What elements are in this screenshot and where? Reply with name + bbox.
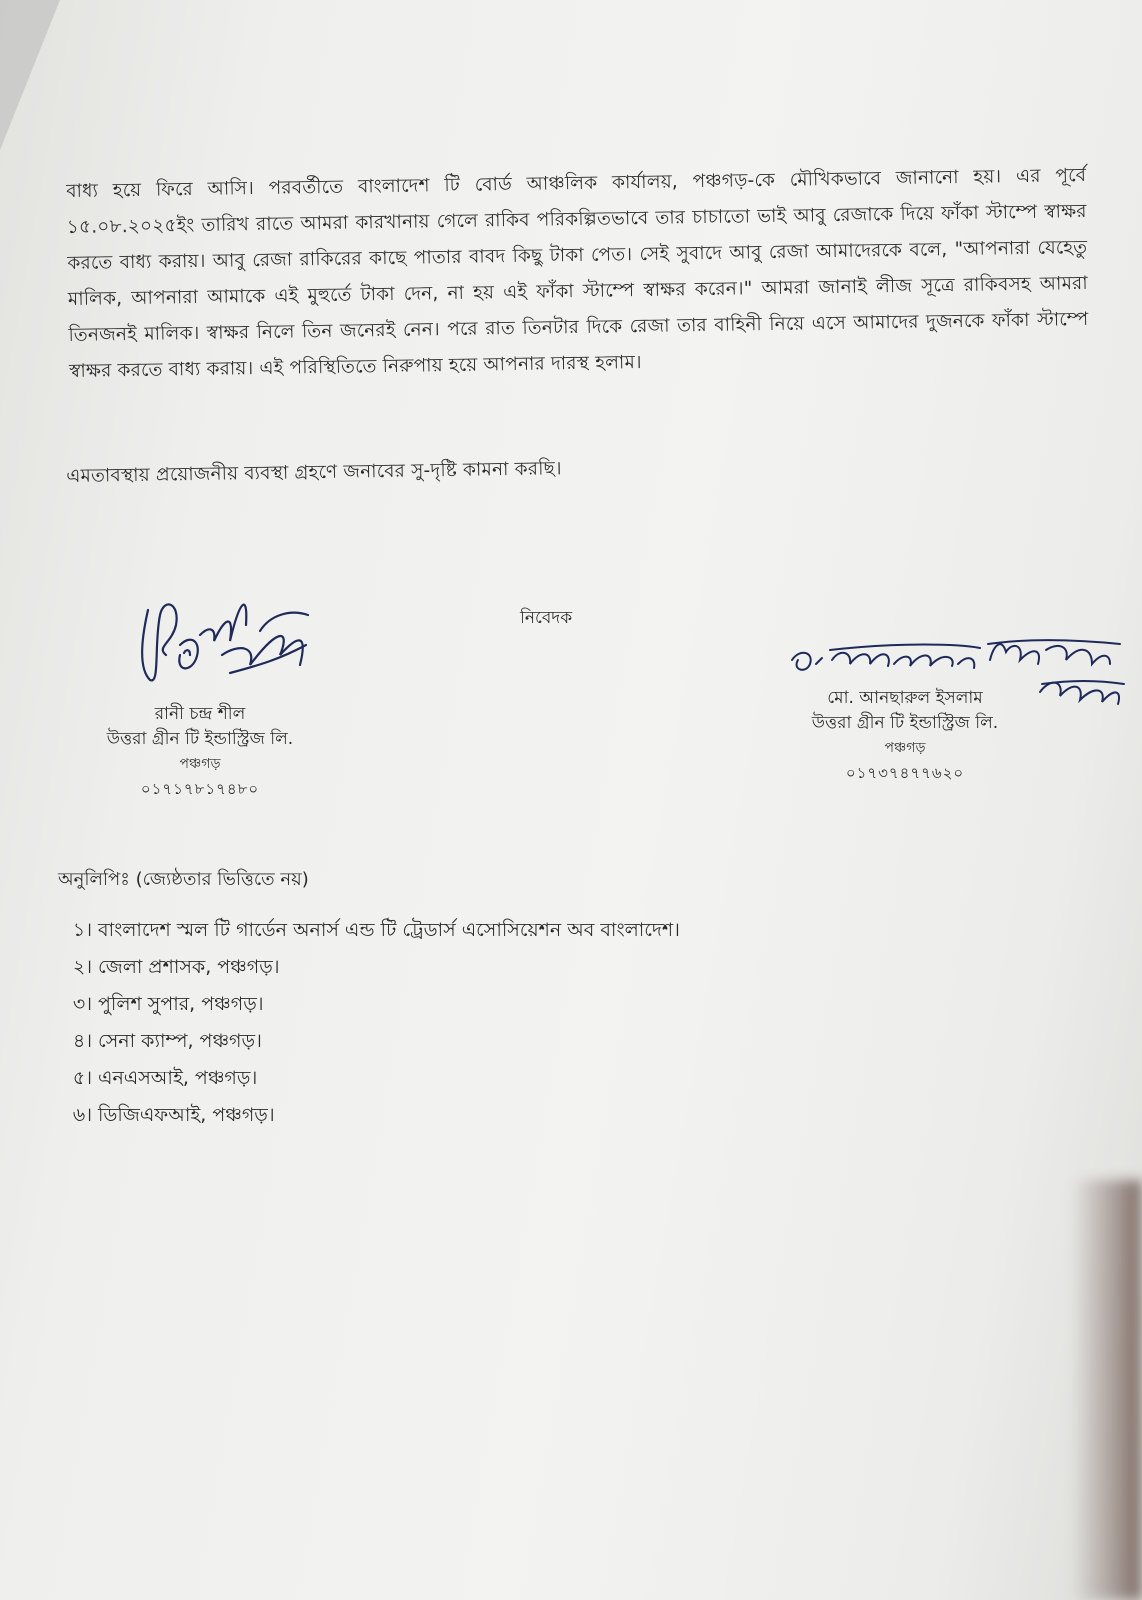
copy-to-list: [40, 912, 680, 1134]
signatory-left-name: রানী চন্দ্র শীল: [154, 704, 246, 724]
list-item: [40, 1097, 680, 1134]
page-fold-shadow: [0, 0, 60, 150]
list-item: [40, 1060, 680, 1097]
list-item-text: ডিজিএফআই, পঞ্চগড়।: [98, 1104, 275, 1126]
signatory-left-org: উত্তরা গ্রীন টি ইন্ডাস্ট্রিজ লি.: [106, 729, 294, 749]
list-item: [40, 912, 680, 949]
list-item-text: বাংলাদেশ স্মল টি গার্ডেন অনার্স এন্ড টি ট্রেডার্স এসোসিয়েশন অব বাংলাদেশ।: [98, 919, 680, 941]
list-item-number: ২।: [72, 956, 92, 978]
list-item: [40, 949, 680, 986]
sender-heading: নিবেদক: [520, 608, 573, 628]
finger-shadow: [1072, 1180, 1142, 1600]
list-item: [40, 1023, 680, 1060]
signatory-right: [770, 686, 1040, 786]
signatory-right-phone: ০১৭৩৭৪৭৭৬২০: [845, 764, 965, 782]
list-item: [40, 986, 680, 1023]
list-item-text: জেলা প্রশাসক, পঞ্চগড়।: [98, 956, 280, 978]
copy-to-title: অনুলিপিঃ (জ্যেষ্ঠতার ভিত্তিতে নয়): [58, 869, 309, 890]
list-item-text: সেনা ক্যাম্প, পঞ্চগড়।: [98, 1030, 262, 1052]
letter-paragraph-2: এমতাবস্থায় প্রয়োজনীয় ব্যবস্থা গ্রহণে জনাবের সু-দৃষ্টি কামনা করছি।: [66, 457, 562, 487]
list-item-text: এনএসআই, পঞ্চগড়।: [98, 1067, 258, 1089]
list-item-number: ৩।: [72, 993, 92, 1015]
signatory-right-org: উত্তরা গ্রীন টি ইন্ডাস্ট্রিজ লি.: [811, 713, 999, 733]
signatory-right-name: মো. আনছারুল ইসলাম: [827, 688, 983, 708]
signatory-left-place: পঞ্চগড়: [179, 756, 221, 772]
letter-paragraph-1: বাধ্য হয়ে ফিরে আসি। পরবর্তীতে বাংলাদেশ টি বোর্ড আঞ্চলিক কার্যালয়, পঞ্চগড়-কে মৌখিকভাবে জানানো হয়। এর পূর্বে ১৫.০৮.২০২৫ইং তারিখ রাতে আমরা কারখানায় গেলে রাকিব পরিকল্পিতভাবে তার চাচাতো ভাই আবু রেজাকে দিয়ে ফাঁকা স্টাম্পে স্বাক্ষর করতে বাধ্য করায়। আবু রেজা রাকিরের কাছে পাতার বাবদ কিছু টাকা পেত। সেই সুবাদে আবু রেজা আমাদেরকে বলে, "আপনারা যেহেতু মালিক, আপনারা আমাকে এই মুহুর্তে টাকা দেন, না হয় এই ফাঁকা স্টাম্পে স্বাক্ষর করেন।" আমরা জানাই লীজ সূত্রে রাকিবসহ আমরা তিনজনই মালিক। স্বাক্ষর নিলে তিন জনেরই নেন। পরে রাত তিনটার দিকে রেজা তার বাহিনী নিয়ে এসে আমাদের দুজনকে ফাঁকা স্টাম্পে স্বাক্ষর করতে বাধ্য করায়। এই পরিস্থিতিতে নিরুপায় হয়ে আপনার দারস্থ হলাম।: [66, 164, 1089, 382]
list-item-number: ১।: [72, 919, 92, 941]
signatory-right-place: পঞ্চগড়: [884, 740, 926, 756]
left-handwritten-signature: [130, 585, 330, 695]
list-item-text: পুলিশ সুপার, পঞ্চগড়।: [98, 993, 264, 1015]
list-item-number: ৪।: [72, 1030, 92, 1052]
signatory-left-phone: ০১৭১৭৮১৭৪৮০: [140, 780, 260, 798]
signatory-left: [70, 702, 330, 802]
list-item-number: ৫।: [72, 1067, 92, 1089]
list-item-number: ৬।: [72, 1104, 92, 1126]
